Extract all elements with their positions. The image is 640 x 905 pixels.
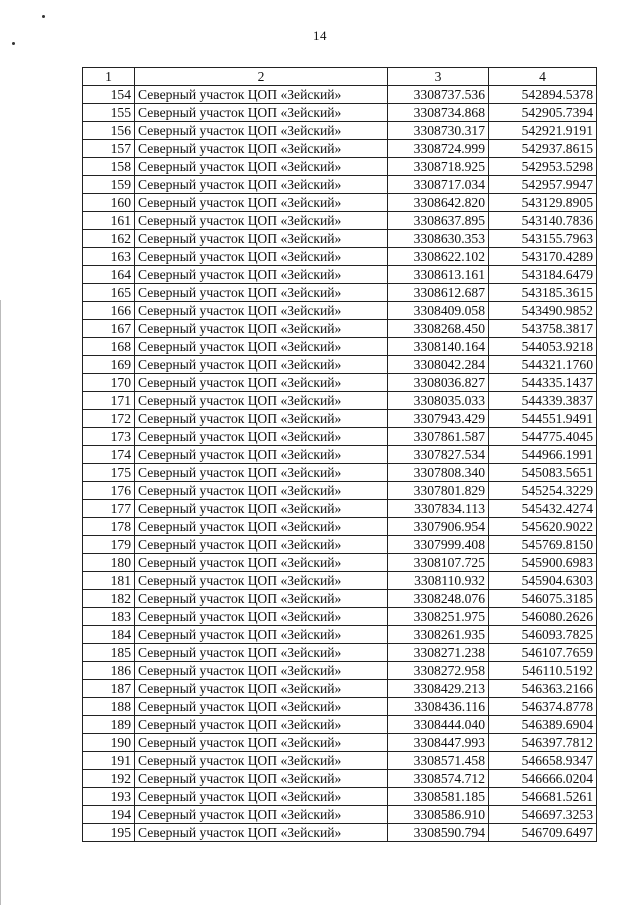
area-name-cell: Северный участок ЦОП «Зейский» <box>135 590 388 608</box>
x-coordinate-cell: 3307834.113 <box>388 500 489 518</box>
table-row <box>83 752 597 770</box>
table-row <box>83 626 597 644</box>
table-row <box>83 464 597 482</box>
column-header-x: 3 <box>388 68 489 86</box>
area-name-cell: Северный участок ЦОП «Зейский» <box>135 194 388 212</box>
x-coordinate-cell: 3308586.910 <box>388 806 489 824</box>
y-coordinate-cell: 545432.4274 <box>489 500 597 518</box>
row-number-cell: 164 <box>83 266 135 284</box>
y-coordinate-cell: 543185.3615 <box>489 284 597 302</box>
row-number-cell: 190 <box>83 734 135 752</box>
y-coordinate-cell: 542953.5298 <box>489 158 597 176</box>
area-name-cell: Северный участок ЦОП «Зейский» <box>135 374 388 392</box>
area-name-cell: Северный участок ЦОП «Зейский» <box>135 500 388 518</box>
x-coordinate-cell: 3308724.999 <box>388 140 489 158</box>
table-row <box>83 122 597 140</box>
table-row <box>83 734 597 752</box>
table-row <box>83 770 597 788</box>
row-number-cell: 186 <box>83 662 135 680</box>
y-coordinate-cell: 546681.5261 <box>489 788 597 806</box>
x-coordinate-cell: 3308571.458 <box>388 752 489 770</box>
y-coordinate-cell: 542957.9947 <box>489 176 597 194</box>
area-name-cell: Северный участок ЦОП «Зейский» <box>135 122 388 140</box>
y-coordinate-cell: 546658.9347 <box>489 752 597 770</box>
area-name-cell: Северный участок ЦОП «Зейский» <box>135 824 388 842</box>
table-row <box>83 374 597 392</box>
x-coordinate-cell: 3307861.587 <box>388 428 489 446</box>
x-coordinate-cell: 3308436.116 <box>388 698 489 716</box>
table-row <box>83 320 597 338</box>
y-coordinate-cell: 546666.0204 <box>489 770 597 788</box>
y-coordinate-cell: 545620.9022 <box>489 518 597 536</box>
area-name-cell: Северный участок ЦОП «Зейский» <box>135 788 388 806</box>
x-coordinate-cell: 3308581.185 <box>388 788 489 806</box>
y-coordinate-cell: 546709.6497 <box>489 824 597 842</box>
row-number-cell: 180 <box>83 554 135 572</box>
table-row <box>83 572 597 590</box>
y-coordinate-cell: 544966.1991 <box>489 446 597 464</box>
row-number-cell: 174 <box>83 446 135 464</box>
y-coordinate-cell: 545900.6983 <box>489 554 597 572</box>
area-name-cell: Северный участок ЦОП «Зейский» <box>135 104 388 122</box>
table-row <box>83 428 597 446</box>
table-row <box>83 212 597 230</box>
y-coordinate-cell: 546110.5192 <box>489 662 597 680</box>
table-header-row <box>83 68 597 86</box>
scan-speck <box>42 15 45 18</box>
x-coordinate-cell: 3308730.317 <box>388 122 489 140</box>
area-name-cell: Северный участок ЦОП «Зейский» <box>135 734 388 752</box>
x-coordinate-cell: 3308613.161 <box>388 266 489 284</box>
area-name-cell: Северный участок ЦОП «Зейский» <box>135 482 388 500</box>
row-number-cell: 175 <box>83 464 135 482</box>
x-coordinate-cell: 3308574.712 <box>388 770 489 788</box>
area-name-cell: Северный участок ЦОП «Зейский» <box>135 230 388 248</box>
y-coordinate-cell: 546374.8778 <box>489 698 597 716</box>
area-name-cell: Северный участок ЦОП «Зейский» <box>135 176 388 194</box>
row-number-cell: 192 <box>83 770 135 788</box>
x-coordinate-cell: 3308140.164 <box>388 338 489 356</box>
row-number-cell: 188 <box>83 698 135 716</box>
y-coordinate-cell: 545083.5651 <box>489 464 597 482</box>
row-number-cell: 176 <box>83 482 135 500</box>
row-number-cell: 187 <box>83 680 135 698</box>
area-name-cell: Северный участок ЦОП «Зейский» <box>135 338 388 356</box>
y-coordinate-cell: 544053.9218 <box>489 338 597 356</box>
y-coordinate-cell: 543490.9852 <box>489 302 597 320</box>
row-number-cell: 161 <box>83 212 135 230</box>
x-coordinate-cell: 3308271.238 <box>388 644 489 662</box>
area-name-cell: Северный участок ЦОП «Зейский» <box>135 626 388 644</box>
row-number-cell: 185 <box>83 644 135 662</box>
y-coordinate-cell: 544551.9491 <box>489 410 597 428</box>
row-number-cell: 173 <box>83 428 135 446</box>
area-name-cell: Северный участок ЦОП «Зейский» <box>135 554 388 572</box>
area-name-cell: Северный участок ЦОП «Зейский» <box>135 158 388 176</box>
x-coordinate-cell: 3308409.058 <box>388 302 489 320</box>
area-name-cell: Северный участок ЦОП «Зейский» <box>135 770 388 788</box>
x-coordinate-cell: 3308251.975 <box>388 608 489 626</box>
table-row <box>83 410 597 428</box>
table-row <box>83 230 597 248</box>
area-name-cell: Северный участок ЦОП «Зейский» <box>135 302 388 320</box>
x-coordinate-cell: 3308622.102 <box>388 248 489 266</box>
row-number-cell: 178 <box>83 518 135 536</box>
column-header-y: 4 <box>489 68 597 86</box>
x-coordinate-cell: 3308444.040 <box>388 716 489 734</box>
x-coordinate-cell: 3308036.827 <box>388 374 489 392</box>
y-coordinate-cell: 544335.1437 <box>489 374 597 392</box>
y-coordinate-cell: 543129.8905 <box>489 194 597 212</box>
x-coordinate-cell: 3308637.895 <box>388 212 489 230</box>
x-coordinate-cell: 3307906.954 <box>388 518 489 536</box>
area-name-cell: Северный участок ЦОП «Зейский» <box>135 716 388 734</box>
table-row <box>83 86 597 104</box>
table-row <box>83 806 597 824</box>
area-name-cell: Северный участок ЦОП «Зейский» <box>135 284 388 302</box>
x-coordinate-cell: 3307801.829 <box>388 482 489 500</box>
coordinates-table <box>82 67 597 842</box>
row-number-cell: 163 <box>83 248 135 266</box>
y-coordinate-cell: 546107.7659 <box>489 644 597 662</box>
x-coordinate-cell: 3308261.935 <box>388 626 489 644</box>
x-coordinate-cell: 3308429.213 <box>388 680 489 698</box>
table-row <box>83 194 597 212</box>
row-number-cell: 179 <box>83 536 135 554</box>
row-number-cell: 195 <box>83 824 135 842</box>
x-coordinate-cell: 3308110.932 <box>388 572 489 590</box>
y-coordinate-cell: 543170.4289 <box>489 248 597 266</box>
y-coordinate-cell: 542921.9191 <box>489 122 597 140</box>
area-name-cell: Северный участок ЦОП «Зейский» <box>135 428 388 446</box>
row-number-cell: 158 <box>83 158 135 176</box>
x-coordinate-cell: 3308035.033 <box>388 392 489 410</box>
table-row <box>83 302 597 320</box>
x-coordinate-cell: 3307943.429 <box>388 410 489 428</box>
scan-edge-line <box>0 300 1 905</box>
row-number-cell: 159 <box>83 176 135 194</box>
table-row <box>83 824 597 842</box>
row-number-cell: 193 <box>83 788 135 806</box>
x-coordinate-cell: 3307827.534 <box>388 446 489 464</box>
x-coordinate-cell: 3308268.450 <box>388 320 489 338</box>
row-number-cell: 184 <box>83 626 135 644</box>
y-coordinate-cell: 543155.7963 <box>489 230 597 248</box>
y-coordinate-cell: 542937.8615 <box>489 140 597 158</box>
y-coordinate-cell: 542894.5378 <box>489 86 597 104</box>
area-name-cell: Северный участок ЦОП «Зейский» <box>135 464 388 482</box>
row-number-cell: 166 <box>83 302 135 320</box>
row-number-cell: 182 <box>83 590 135 608</box>
x-coordinate-cell: 3308612.687 <box>388 284 489 302</box>
x-coordinate-cell: 3308272.958 <box>388 662 489 680</box>
area-name-cell: Северный участок ЦОП «Зейский» <box>135 248 388 266</box>
y-coordinate-cell: 545769.8150 <box>489 536 597 554</box>
table-row <box>83 140 597 158</box>
table-row <box>83 536 597 554</box>
area-name-cell: Северный участок ЦОП «Зейский» <box>135 320 388 338</box>
area-name-cell: Северный участок ЦОП «Зейский» <box>135 140 388 158</box>
table-row <box>83 176 597 194</box>
table-row <box>83 788 597 806</box>
area-name-cell: Северный участок ЦОП «Зейский» <box>135 644 388 662</box>
y-coordinate-cell: 544775.4045 <box>489 428 597 446</box>
table-row <box>83 590 597 608</box>
y-coordinate-cell: 546697.3253 <box>489 806 597 824</box>
row-number-cell: 181 <box>83 572 135 590</box>
table-row <box>83 518 597 536</box>
table-row <box>83 698 597 716</box>
y-coordinate-cell: 546389.6904 <box>489 716 597 734</box>
table-row <box>83 248 597 266</box>
table-row <box>83 680 597 698</box>
area-name-cell: Северный участок ЦОП «Зейский» <box>135 806 388 824</box>
column-header-number: 1 <box>83 68 135 86</box>
x-coordinate-cell: 3308734.868 <box>388 104 489 122</box>
y-coordinate-cell: 544339.3837 <box>489 392 597 410</box>
area-name-cell: Северный участок ЦОП «Зейский» <box>135 662 388 680</box>
table-row <box>83 158 597 176</box>
x-coordinate-cell: 3307999.408 <box>388 536 489 554</box>
area-name-cell: Северный участок ЦОП «Зейский» <box>135 608 388 626</box>
row-number-cell: 167 <box>83 320 135 338</box>
row-number-cell: 169 <box>83 356 135 374</box>
area-name-cell: Северный участок ЦОП «Зейский» <box>135 518 388 536</box>
area-name-cell: Северный участок ЦОП «Зейский» <box>135 212 388 230</box>
table-row <box>83 356 597 374</box>
row-number-cell: 157 <box>83 140 135 158</box>
x-coordinate-cell: 3308642.820 <box>388 194 489 212</box>
table-row <box>83 482 597 500</box>
area-name-cell: Северный участок ЦОП «Зейский» <box>135 572 388 590</box>
area-name-cell: Северный участок ЦОП «Зейский» <box>135 698 388 716</box>
area-name-cell: Северный участок ЦОП «Зейский» <box>135 356 388 374</box>
row-number-cell: 165 <box>83 284 135 302</box>
area-name-cell: Северный участок ЦОП «Зейский» <box>135 86 388 104</box>
table-body <box>83 86 597 842</box>
page-number: 14 <box>313 28 327 43</box>
x-coordinate-cell: 3308248.076 <box>388 590 489 608</box>
table-row <box>83 608 597 626</box>
y-coordinate-cell: 545254.3229 <box>489 482 597 500</box>
x-coordinate-cell: 3308737.536 <box>388 86 489 104</box>
y-coordinate-cell: 546075.3185 <box>489 590 597 608</box>
area-name-cell: Северный участок ЦОП «Зейский» <box>135 446 388 464</box>
y-coordinate-cell: 546093.7825 <box>489 626 597 644</box>
x-coordinate-cell: 3308447.993 <box>388 734 489 752</box>
y-coordinate-cell: 546080.2626 <box>489 608 597 626</box>
area-name-cell: Северный участок ЦОП «Зейский» <box>135 752 388 770</box>
table-row <box>83 104 597 122</box>
table-row <box>83 500 597 518</box>
row-number-cell: 156 <box>83 122 135 140</box>
area-name-cell: Северный участок ЦОП «Зейский» <box>135 410 388 428</box>
table-row <box>83 662 597 680</box>
row-number-cell: 177 <box>83 500 135 518</box>
y-coordinate-cell: 546397.7812 <box>489 734 597 752</box>
table-row <box>83 392 597 410</box>
x-coordinate-cell: 3308042.284 <box>388 356 489 374</box>
row-number-cell: 155 <box>83 104 135 122</box>
row-number-cell: 191 <box>83 752 135 770</box>
area-name-cell: Северный участок ЦОП «Зейский» <box>135 266 388 284</box>
row-number-cell: 170 <box>83 374 135 392</box>
row-number-cell: 172 <box>83 410 135 428</box>
x-coordinate-cell: 3307808.340 <box>388 464 489 482</box>
y-coordinate-cell: 546363.2166 <box>489 680 597 698</box>
y-coordinate-cell: 542905.7394 <box>489 104 597 122</box>
y-coordinate-cell: 543758.3817 <box>489 320 597 338</box>
row-number-cell: 189 <box>83 716 135 734</box>
y-coordinate-cell: 545904.6303 <box>489 572 597 590</box>
table-row <box>83 716 597 734</box>
x-coordinate-cell: 3308717.034 <box>388 176 489 194</box>
y-coordinate-cell: 543184.6479 <box>489 266 597 284</box>
x-coordinate-cell: 3308718.925 <box>388 158 489 176</box>
y-coordinate-cell: 543140.7836 <box>489 212 597 230</box>
row-number-cell: 162 <box>83 230 135 248</box>
area-name-cell: Северный участок ЦОП «Зейский» <box>135 536 388 554</box>
row-number-cell: 168 <box>83 338 135 356</box>
table-row <box>83 446 597 464</box>
x-coordinate-cell: 3308630.353 <box>388 230 489 248</box>
table-row <box>83 338 597 356</box>
table-row <box>83 266 597 284</box>
area-name-cell: Северный участок ЦОП «Зейский» <box>135 392 388 410</box>
row-number-cell: 160 <box>83 194 135 212</box>
row-number-cell: 171 <box>83 392 135 410</box>
x-coordinate-cell: 3308590.794 <box>388 824 489 842</box>
column-header-name: 2 <box>135 68 388 86</box>
y-coordinate-cell: 544321.1760 <box>489 356 597 374</box>
row-number-cell: 183 <box>83 608 135 626</box>
table-row <box>83 554 597 572</box>
table-row <box>83 644 597 662</box>
row-number-cell: 194 <box>83 806 135 824</box>
area-name-cell: Северный участок ЦОП «Зейский» <box>135 680 388 698</box>
x-coordinate-cell: 3308107.725 <box>388 554 489 572</box>
row-number-cell: 154 <box>83 86 135 104</box>
table-row <box>83 284 597 302</box>
